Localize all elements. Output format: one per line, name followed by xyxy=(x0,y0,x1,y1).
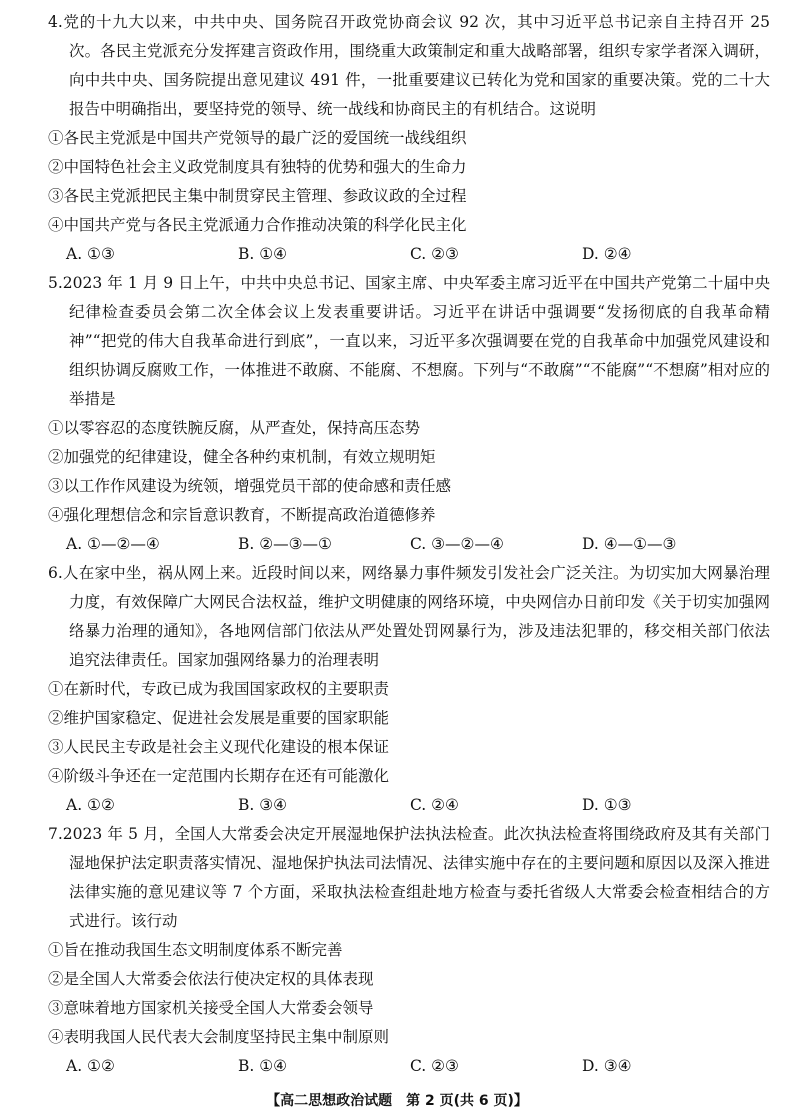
option-d: D. ①③ xyxy=(582,796,632,814)
statement-item: ①旨在推动我国生态文明制度体系不断完善 xyxy=(48,941,343,959)
statement-item: ①各民主党派是中国共产党领导的最广泛的爱国统一战线组织 xyxy=(48,129,467,147)
question-4 xyxy=(48,8,770,269)
statement-item: ③人民民主专政是社会主义现代化建设的根本保证 xyxy=(48,738,390,756)
statement-item: ②加强党的纪律建设，健全各种约束机制，有效立规明矩 xyxy=(48,448,436,466)
statement-item: ④强化理想信念和宗旨意识教育，不断提高政治道德修养 xyxy=(48,506,436,524)
question-number: 5. xyxy=(48,274,63,292)
statement-item: ④中国共产党与各民主党派通力合作推动决策的科学化民主化 xyxy=(48,216,467,234)
question-number: 6. xyxy=(48,564,63,582)
option-d: D. ②④ xyxy=(582,245,632,263)
statement-item: ③各民主党派把民主集中制贯穿民主管理、参政议政的全过程 xyxy=(48,187,467,205)
option-b: B. ③④ xyxy=(238,796,288,814)
question-text: 2023 年 5 月，全国人大常委会决定开展湿地保护法执法检查。此次执法检查将围绕政府及其有关部门湿地保护法定职责落实情况、湿地保护执法司法情况、法律实施中存在的主要问题和原因以及深入推进法律实施的意见建议等 7 个方面，采取执法检查组赴地方检查与委托省级人大常委会检查相结合的方式进行。该行动 xyxy=(62,825,770,930)
question-7 xyxy=(48,820,770,1081)
question-stem xyxy=(48,269,770,414)
option-c: C. ②④ xyxy=(410,796,459,814)
question-stem xyxy=(48,820,770,936)
question-text: 人在家中坐，祸从网上来。近段时间以来，网络暴力事件频发引发社会广泛关注。为切实加大网暴治理力度，有效保障广大网民合法权益，维护文明健康的网络环境，中央网信办日前印发《关于切实加强网络暴力治理的通知》，各地网信部门依法从严处置处罚网暴行为，涉及违法犯罪的，移交相关部门依法追究法律责任。国家加强网络暴力的治理表明 xyxy=(62,564,770,669)
option-d: D. ③④ xyxy=(582,1057,632,1075)
option-a: A. ①② xyxy=(66,1057,115,1075)
statement-item: ②是全国人大常委会依法行使决定权的具体表现 xyxy=(48,970,374,988)
question-text: 2023 年 1 月 9 日上午，中共中央总书记、国家主席、中央军委主席习近平在中国共产党第二十届中央纪律检查委员会第二次全体会议上发表重要讲话。习近平在讲话中强调要“发扬彻底的自我革命精神”“把党的伟大自我革命进行到底”，一直以来，习近平多次强调要在党的自我革命中加强党风建设和组织协调反腐败工作，一体推进不敢腐、不能腐、不想腐。下列与“不敢腐”“不能腐”“不想腐”相对应的举措是 xyxy=(62,274,770,408)
option-a: A. ①③ xyxy=(66,245,115,263)
option-b: B. ①④ xyxy=(238,245,288,263)
statement-item: ②维护国家稳定、促进社会发展是重要的国家职能 xyxy=(48,709,390,727)
question-6 xyxy=(48,559,770,820)
question-number: 7. xyxy=(48,825,63,843)
statement-item: ③意味着地方国家机关接受全国人大常委会领导 xyxy=(48,999,374,1017)
statement-item: ②中国特色社会主义政党制度具有独特的优势和强大的生命力 xyxy=(48,158,467,176)
option-a: A. ①—②—④ xyxy=(66,535,160,553)
question-stem xyxy=(48,559,770,675)
page-footer: 【高二思想政治试题 第 2 页(共 6 页)】 xyxy=(266,1093,528,1109)
question-5 xyxy=(48,269,770,559)
answer-options xyxy=(48,791,770,820)
question-number: 4. xyxy=(48,13,63,31)
answer-options xyxy=(48,1052,770,1081)
option-d: D. ④—①—③ xyxy=(582,535,677,553)
option-a: A. ①② xyxy=(66,796,115,814)
statement-item: ④表明我国人民代表大会制度坚持民主集中制原则 xyxy=(48,1028,390,1046)
question-text: 党的十九大以来，中共中央、国务院召开政党协商会议 92 次，其中习近平总书记亲自主持召开 25 次。各民主党派充分发挥建言资政作用，围绕重大政策制定和重大战略部署，组织专家学者深入调研，向中共中央、国务院提出意见建议 491 件，一批重要建议已转化为党和国家的重要决策。党的二十大报告中明确指出，要坚持党的领导、统一战线和协商民主的有机结合。这说明 xyxy=(62,13,770,118)
statement-item: ①以零容忍的态度铁腕反腐，从严查处，保持高压态势 xyxy=(48,419,421,437)
statement-item: ①在新时代，专政已成为我国国家政权的主要职责 xyxy=(48,680,390,698)
option-c: C. ②③ xyxy=(410,1057,459,1075)
option-c: C. ③—②—④ xyxy=(410,535,504,553)
option-c: C. ②③ xyxy=(410,245,459,263)
statement-item: ④阶级斗争还在一定范围内长期存在还有可能激化 xyxy=(48,767,390,785)
answer-options xyxy=(48,530,770,559)
option-b: B. ②—③—① xyxy=(238,535,332,553)
answer-options xyxy=(48,240,770,269)
question-stem xyxy=(48,8,770,124)
option-b: B. ①④ xyxy=(238,1057,288,1075)
statement-item: ③以工作作风建设为统领，增强党员干部的使命感和责任感 xyxy=(48,477,452,495)
